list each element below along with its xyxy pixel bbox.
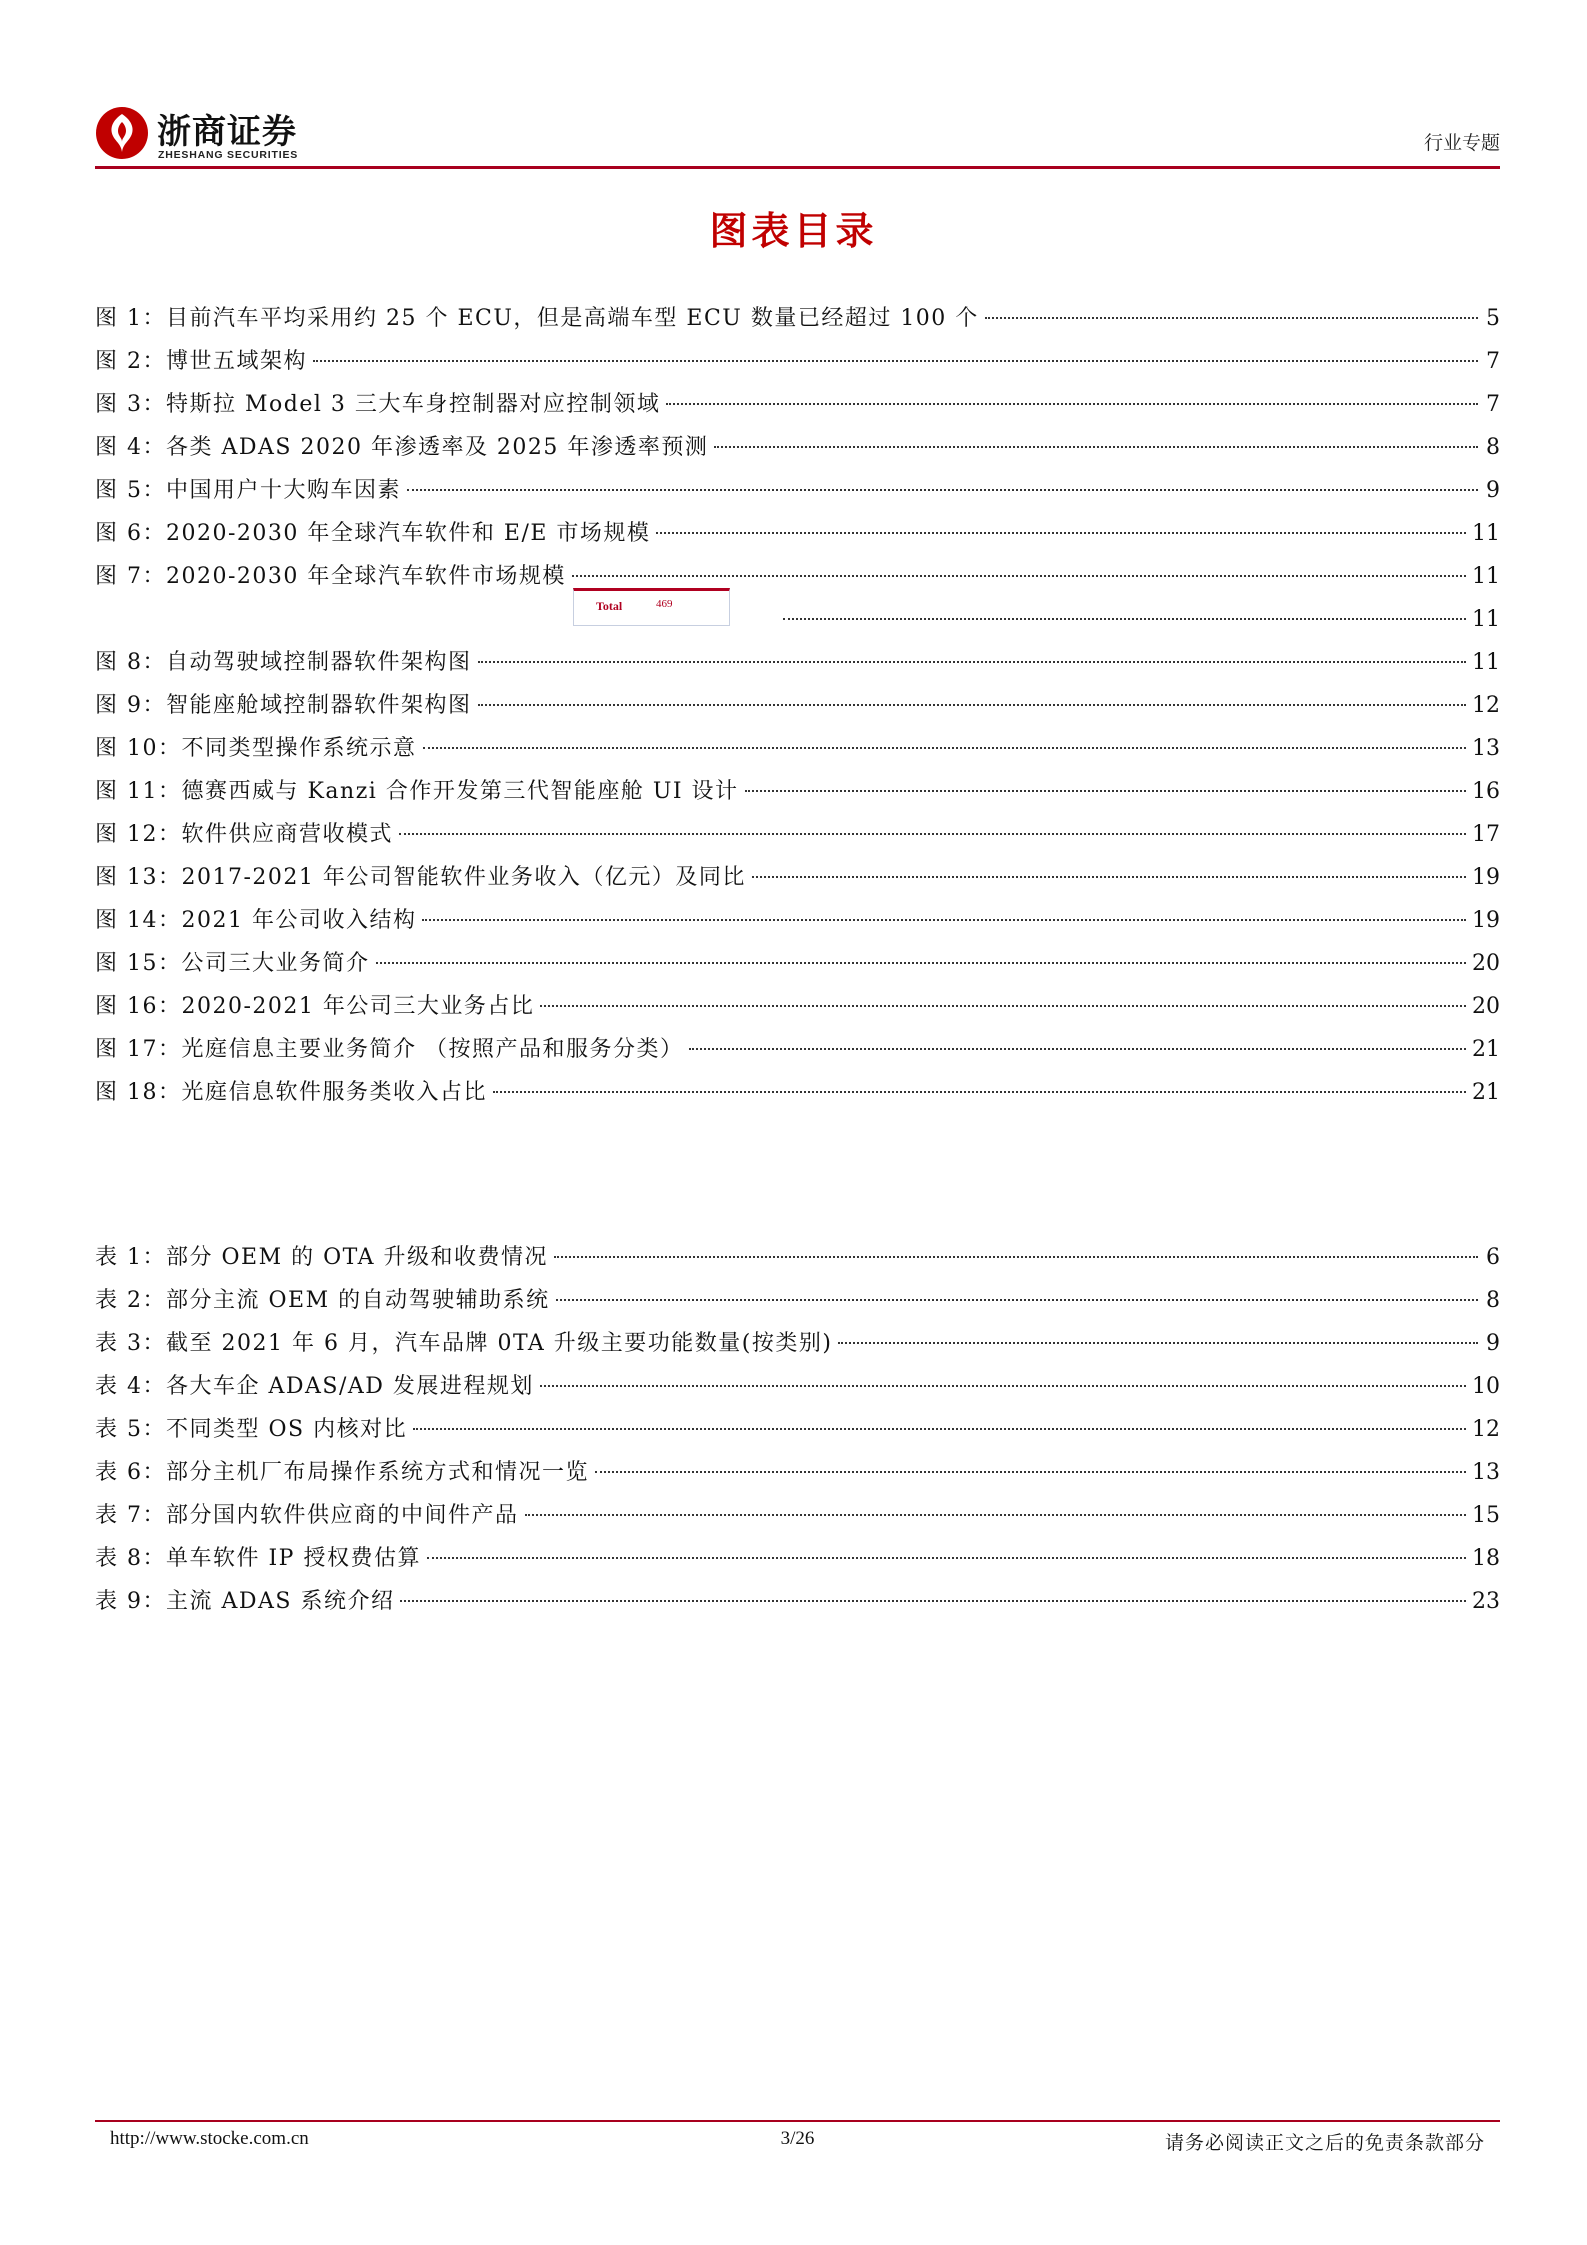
- toc-page-number: 5: [1486, 306, 1500, 331]
- toc-entry-label: 图 7：2020-2030 年全球汽车软件市场规模: [95, 564, 566, 589]
- toc-entry-table-9[interactable]: [95, 1580, 1500, 1623]
- toc-entry-figure-18[interactable]: [95, 1071, 1500, 1114]
- toc-page-number: 11: [1472, 607, 1500, 632]
- toc-leader-dots: [400, 1600, 1466, 1602]
- toc-entry-label: 图 9：智能座舱域控制器软件架构图: [95, 693, 472, 718]
- toc-page-number: 13: [1472, 1460, 1500, 1485]
- toc-entry-label: 表 5：不同类型 OS 内核对比: [95, 1417, 408, 1442]
- toc-entry-label: 图 11：德赛西威与 Kanzi 合作开发第三代智能座舱 UI 设计: [95, 779, 739, 804]
- toc-page-number: 9: [1486, 1331, 1500, 1356]
- toc-leader-dots: [407, 489, 1478, 491]
- toc-entry-label: 图 15：公司三大业务简介: [95, 951, 370, 976]
- toc-entry-figure-6[interactable]: [95, 512, 1500, 555]
- toc-entry-label: 表 3：截至 2021 年 6 月，汽车品牌 0TA 升级主要功能数量(按类别): [95, 1331, 833, 1356]
- toc-entry-label: 图 16：2020-2021 年公司三大业务占比: [95, 994, 535, 1019]
- toc-entry-label: 表 4：各大车企 ADAS/AD 发展进程规划: [95, 1374, 534, 1399]
- toc-page-number: 8: [1486, 1288, 1500, 1313]
- header-divider: [95, 166, 1500, 169]
- toc-entry-figure-13[interactable]: [95, 856, 1500, 899]
- document-type: 行业专题: [1423, 132, 1500, 154]
- toc-entry-table-7[interactable]: [95, 1494, 1500, 1537]
- toc-page-number: 23: [1472, 1589, 1500, 1614]
- toc-page-number: 11: [1472, 564, 1500, 589]
- toc-page-number: 16: [1472, 779, 1500, 804]
- toc-entry-label: 图 12：软件供应商营收模式: [95, 822, 393, 847]
- page-footer: [95, 2128, 1500, 2158]
- toc-page-number: 19: [1472, 908, 1500, 933]
- toc-leader-dots: [656, 532, 1466, 534]
- toc-leader-dots: [783, 618, 1466, 620]
- toc-entry-label: 表 1：部分 OEM 的 OTA 升级和收费情况: [95, 1245, 548, 1270]
- toc-entry-figure-3[interactable]: [95, 383, 1500, 426]
- toc-entry-table-2[interactable]: [95, 1279, 1500, 1322]
- toc-entry-figure-14[interactable]: [95, 899, 1500, 942]
- toc-entry-table-8[interactable]: [95, 1537, 1500, 1580]
- toc-page-number: 9: [1486, 478, 1500, 503]
- toc-entry-figure-8[interactable]: [95, 641, 1500, 684]
- toc-leader-dots: [714, 446, 1478, 448]
- toc-leader-dots: [666, 403, 1478, 405]
- logo-english-name: ZHESHANG SECURITIES: [158, 149, 299, 161]
- toc-entry-label: 图 18：光庭信息软件服务类收入占比: [95, 1080, 487, 1105]
- toc-entry-figure-7[interactable]: [95, 555, 1500, 598]
- figure-list: [95, 297, 1500, 1114]
- toc-entry-label: 表 7：部分国内软件供应商的中间件产品: [95, 1503, 519, 1528]
- toc-page-number: 20: [1472, 994, 1500, 1019]
- toc-entry-figure-5[interactable]: [95, 469, 1500, 512]
- toc-page-number: 17: [1472, 822, 1500, 847]
- toc-entry-label: 图 5：中国用户十大购车因素: [95, 478, 401, 503]
- toc-entry-figure-16[interactable]: [95, 985, 1500, 1028]
- toc-entry-label: 图 6：2020-2030 年全球汽车软件和 E/E 市场规模: [95, 521, 651, 546]
- toc-page-number: 15: [1472, 1503, 1500, 1528]
- fragment-total-value: 469: [656, 598, 673, 610]
- footer-divider: [95, 2120, 1500, 2122]
- toc-leader-dots: [745, 790, 1466, 792]
- toc-leader-dots: [313, 360, 1478, 362]
- toc-leader-dots: [540, 1385, 1466, 1387]
- disclaimer-text: 请务必阅读正文之后的免责条款部分: [1164, 2132, 1485, 2154]
- toc-page-number: 18: [1472, 1546, 1500, 1571]
- toc-entry-label: 图 2：博世五域架构: [95, 349, 307, 374]
- toc-page-number: 10: [1472, 1374, 1500, 1399]
- toc-entry-figure-17[interactable]: [95, 1028, 1500, 1071]
- toc-leader-dots: [427, 1557, 1466, 1559]
- toc-leader-dots: [413, 1428, 1466, 1430]
- toc-leader-dots: [478, 704, 1467, 706]
- table-list: [95, 1236, 1500, 1623]
- toc-leader-dots: [423, 747, 1467, 749]
- toc-entry-table-5[interactable]: [95, 1408, 1500, 1451]
- toc-leader-dots: [985, 317, 1478, 319]
- toc-leader-dots: [752, 876, 1466, 878]
- toc-entry-label: 图 17：光庭信息主要业务简介 （按照产品和服务分类）: [95, 1037, 684, 1062]
- toc-page-number: 13: [1472, 736, 1500, 761]
- toc-page-number: 19: [1472, 865, 1500, 890]
- toc-entry-label: 表 8：单车软件 IP 授权费估算: [95, 1546, 421, 1571]
- toc-entry-figure-2[interactable]: [95, 340, 1500, 383]
- toc-entry-label: 图 13：2017-2021 年公司智能软件业务收入（亿元）及同比: [95, 865, 746, 890]
- toc-leader-dots: [572, 575, 1466, 577]
- toc-entry-label: 图 8：自动驾驶域控制器软件架构图: [95, 650, 472, 675]
- toc-page-number: 20: [1472, 951, 1500, 976]
- toc-entry-label: 表 9：主流 ADAS 系统介绍: [95, 1589, 395, 1614]
- page-header: [95, 98, 1500, 170]
- toc-entry-figure-15[interactable]: [95, 942, 1500, 985]
- toc-leader-dots: [595, 1471, 1466, 1473]
- toc-entry-table-4[interactable]: [95, 1365, 1500, 1408]
- toc-entry-label: 图 1：目前汽车平均采用约 25 个 ECU，但是高端车型 ECU 数量已经超过 100 个: [95, 306, 979, 331]
- toc-page-number: 12: [1472, 1417, 1500, 1442]
- toc-leader-dots: [554, 1256, 1478, 1258]
- toc-entry-figure-4[interactable]: [95, 426, 1500, 469]
- toc-leader-dots: [838, 1342, 1478, 1344]
- toc-leader-dots: [525, 1514, 1467, 1516]
- toc-leader-dots: [540, 1005, 1466, 1007]
- toc-entry-label: 图 14：2021 年公司收入结构: [95, 908, 417, 933]
- toc-page-number: 6: [1486, 1245, 1500, 1270]
- toc-page-number: 11: [1472, 521, 1500, 546]
- website-link[interactable]: http://www.stocke.com.cn: [110, 2128, 309, 2149]
- embedded-table-fragment: [573, 588, 730, 626]
- company-logo: [95, 98, 355, 170]
- toc-entry-table-6[interactable]: [95, 1451, 1500, 1494]
- toc-entry-figure-10[interactable]: [95, 727, 1500, 770]
- toc-page-number: 21: [1472, 1037, 1500, 1062]
- page-title: 图表目录: [709, 209, 878, 253]
- toc-leader-dots: [376, 962, 1467, 964]
- toc-entry-figure-1[interactable]: [95, 297, 1500, 340]
- toc-page-number: 7: [1486, 392, 1500, 417]
- toc-page-number: 21: [1472, 1080, 1500, 1105]
- logo-chinese-name: 浙商证券: [157, 112, 297, 152]
- toc-entry-figure-12[interactable]: [95, 813, 1500, 856]
- toc-entry-untitled[interactable]: [95, 598, 1500, 641]
- page-number: 3/26: [780, 2128, 815, 2149]
- toc-leader-dots: [556, 1299, 1478, 1301]
- toc-page-number: 12: [1472, 693, 1500, 718]
- toc-page-number: 8: [1486, 435, 1500, 460]
- toc-entry-table-3[interactable]: [95, 1322, 1500, 1365]
- fragment-total-label: Total: [596, 599, 623, 613]
- toc-entry-label: 图 4：各类 ADAS 2020 年渗透率及 2025 年渗透率预测: [95, 435, 709, 460]
- toc-leader-dots: [399, 833, 1466, 835]
- toc-page-number: 7: [1486, 349, 1500, 374]
- toc-leader-dots: [493, 1091, 1466, 1093]
- toc-leader-dots: [478, 661, 1467, 663]
- toc-entry-label: 表 6：部分主机厂布局操作系统方式和情况一览: [95, 1460, 589, 1485]
- toc-entry-figure-11[interactable]: [95, 770, 1500, 813]
- toc-entry-label: 表 2：部分主流 OEM 的自动驾驶辅助系统: [95, 1288, 550, 1313]
- toc-entry-label: 图 3：特斯拉 Model 3 三大车身控制器对应控制领域: [95, 392, 661, 417]
- toc-entry-figure-9[interactable]: [95, 684, 1500, 727]
- toc-entry-label: 图 10：不同类型操作系统示意: [95, 736, 417, 761]
- toc-entry-table-1[interactable]: [95, 1236, 1500, 1279]
- toc-leader-dots: [689, 1048, 1466, 1050]
- toc-leader-dots: [422, 919, 1466, 921]
- zheshang-logo-icon: [95, 106, 149, 160]
- toc-page-number: 11: [1472, 650, 1500, 675]
